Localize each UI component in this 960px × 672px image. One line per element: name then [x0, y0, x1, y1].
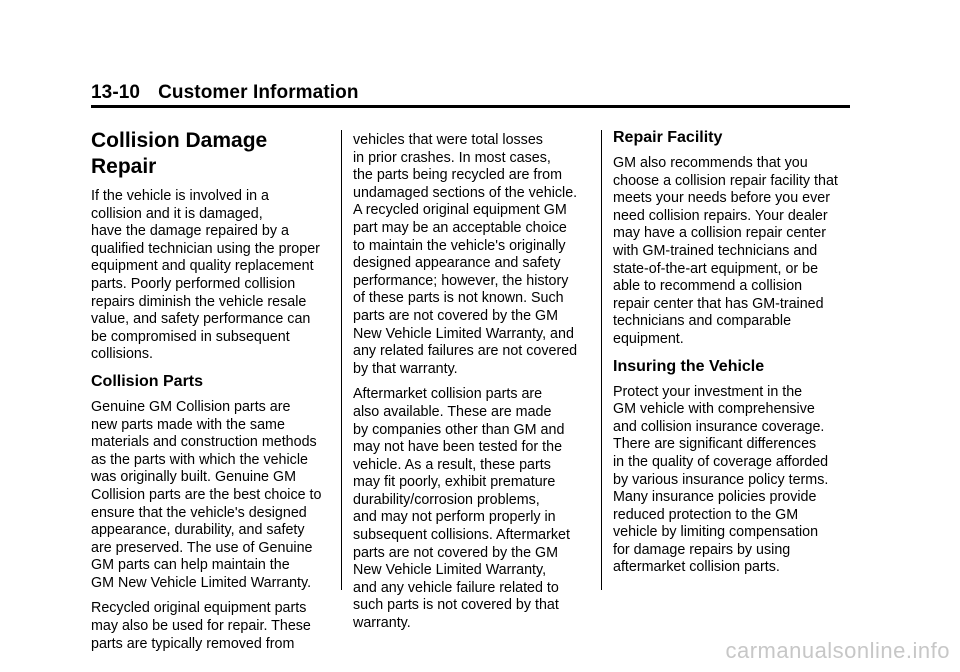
text-line: Recycled original equipment parts — [91, 600, 307, 617]
text-line: A recycled original equipment GM — [353, 202, 567, 219]
text-line: collisions. — [91, 346, 153, 363]
text-line: of these parts is not known. Such — [353, 290, 564, 307]
text-line: and collision insurance coverage. — [613, 418, 825, 435]
text-line: vehicle by limiting compensation — [613, 524, 819, 541]
text-line: may also be used for repair. These — [91, 618, 311, 635]
heading-collision-damage-repair: Collision Damage Repair — [91, 129, 268, 178]
paragraph-recycled-parts — [91, 600, 331, 653]
text-line: technicians and comparable — [613, 313, 792, 330]
text-line: equipment. — [613, 330, 684, 347]
text-line: qualified technician using the proper — [91, 240, 320, 257]
text-line: in the quality of coverage afforded — [613, 453, 829, 470]
text-line: are preserved. The use of Genuine — [91, 539, 313, 556]
paragraph-recycled-parts-cont — [353, 132, 590, 378]
text-line: such parts is not covered by that — [353, 597, 559, 614]
column-divider-1 — [341, 130, 342, 590]
text-line: need collision repairs. Your dealer — [613, 207, 828, 224]
text-line: part may be an acceptable choice — [353, 219, 567, 236]
header-rule — [91, 105, 850, 108]
column-3 — [613, 128, 853, 585]
page-number: 13-10 — [91, 82, 141, 103]
text-line: choose a collision repair facility that — [613, 172, 838, 189]
text-line: New Vehicle Limited Warranty, and — [353, 325, 574, 342]
paragraph-insuring-vehicle — [613, 384, 853, 578]
text-line: ensure that the vehicle's designed — [91, 504, 307, 521]
text-line: by various insurance policy terms. — [613, 471, 829, 488]
subheading-repair-facility: Repair Facility — [613, 129, 723, 146]
text-line: may fit poorly, exhibit premature — [353, 474, 556, 491]
subheading-insuring-vehicle: Insuring the Vehicle — [613, 357, 765, 375]
column-2 — [353, 132, 590, 641]
text-line: GM also recommends that you — [613, 155, 808, 171]
text-line: be compromised in subsequent — [91, 328, 290, 345]
text-line: repairs diminish the vehicle resale — [91, 293, 307, 310]
section-title: Customer Information — [158, 82, 359, 103]
text-line: as the parts with which the vehicle — [91, 451, 308, 468]
text-line: vehicle. As a result, these parts — [353, 456, 551, 473]
text-line: with GM-trained technicians and — [613, 242, 818, 259]
text-line: value, and safety performance can — [91, 311, 311, 328]
text-line: new parts made with the same — [91, 416, 285, 433]
text-line: performance; however, the history — [353, 272, 569, 289]
text-line: parts are not covered by the GM — [353, 307, 559, 324]
text-line: GM parts can help maintain the — [91, 557, 290, 574]
text-line: collision and it is damaged, — [91, 205, 263, 222]
text-line: Collision parts are the best choice to — [91, 486, 322, 503]
text-line: any related failures are not covered — [353, 343, 578, 360]
text-line: by companies other than GM and — [353, 421, 565, 438]
text-line: aftermarket collision parts. — [613, 559, 780, 576]
text-line: durability/corrosion problems, — [353, 491, 540, 508]
text-line: may have a collision repair center — [613, 225, 826, 242]
text-line: meets your needs before you ever — [613, 190, 830, 207]
text-line: vehicles that were total losses — [353, 132, 543, 148]
text-line: Aftermarket collision parts are — [353, 386, 543, 403]
text-line: Many insurance policies provide — [613, 489, 817, 506]
paragraph-intro — [91, 188, 331, 364]
text-line: repair center that has GM-trained — [613, 295, 824, 312]
watermark: carmanualsonline.info — [725, 638, 950, 663]
text-line: GM vehicle with comprehensive — [613, 401, 815, 418]
text-line: New Vehicle Limited Warranty, — [353, 562, 547, 579]
paragraph-genuine-parts — [91, 399, 331, 593]
paragraph-aftermarket-parts — [353, 386, 590, 632]
text-line: materials and construction methods — [91, 434, 317, 451]
text-line: was originally built. Genuine GM — [91, 469, 297, 486]
text-line: by that warranty. — [353, 360, 458, 377]
subheading-collision-parts: Collision Parts — [91, 372, 204, 390]
text-line: parts are not covered by the GM — [353, 544, 559, 561]
text-line: GM New Vehicle Limited Warranty. — [91, 574, 312, 591]
text-line: parts. Poorly performed collision — [91, 275, 296, 292]
text-line: and may not perform properly in — [353, 509, 556, 526]
text-line: in prior crashes. In most cases, — [353, 149, 551, 166]
text-line: the parts being recycled are from — [353, 167, 562, 184]
text-line: have the damage repaired by a — [91, 223, 289, 240]
text-line: Protect your investment in the — [613, 383, 803, 400]
text-line: for damage repairs by using — [613, 541, 791, 558]
text-line: may not have been tested for the — [353, 439, 563, 456]
text-line: equipment and quality replacement — [91, 258, 314, 275]
column-divider-2 — [601, 130, 602, 590]
column-1 — [91, 128, 331, 661]
page-header — [91, 82, 359, 104]
text-line: appearance, durability, and safety — [91, 522, 305, 539]
text-line: and any vehicle failure related to — [353, 579, 559, 596]
text-line: reduced protection to the GM — [613, 506, 799, 523]
text-line: able to recommend a collision — [613, 278, 803, 295]
text-line: If the vehicle is involved in a — [91, 188, 270, 204]
text-line: to maintain the vehicle's originally — [353, 237, 566, 254]
text-line: designed appearance and safety — [353, 255, 561, 272]
text-line: There are significant differences — [613, 436, 817, 453]
text-line: undamaged sections of the vehicle. — [353, 184, 578, 201]
text-line: subsequent collisions. Aftermarket — [353, 527, 570, 544]
text-line: also available. These are made — [353, 403, 552, 420]
text-line: warranty. — [353, 615, 411, 632]
text-line: state-of-the-art equipment, or be — [613, 260, 819, 277]
text-line: Genuine GM Collision parts are — [91, 398, 291, 415]
text-line: parts are typically removed from — [91, 635, 295, 652]
paragraph-repair-facility — [613, 155, 853, 349]
